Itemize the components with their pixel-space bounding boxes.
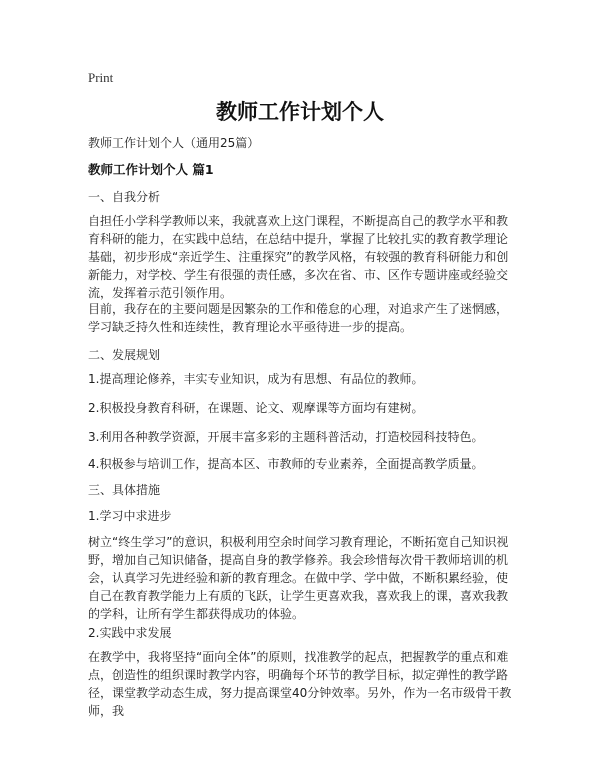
plan-item: 1.提高理论修养，丰实专业知识，成为有思想、有品位的教师。 [88, 372, 424, 386]
document-subtitle: 教师工作计划个人（通用25篇） [88, 136, 260, 150]
paragraph-practice: 在教学中，我将坚持“面向全体”的原则，找准教学的起点，把握教学的重点和难点，创造性的组织课时教学内容，明确每个环节的教学目标，拟定弹性的教学路径，课堂教学动态生成，努力提高课堂40分钟效率。另外，作为一名市级骨干教师，我 [88, 650, 512, 718]
plan-item: 2.积极投身教育科研，在课题、论文、观摩课等方面均有建树。 [88, 401, 424, 415]
paragraph-learning: 树立“终生学习”的意识，积极利用空余时间学习教育理论，不断拓宽自己知识视野，增加自己知识储备，提高自身的教学修养。我会珍惜每次骨干教师培训的机会，认真学习先进经验和新的教育理念。在做中学、学中做，不断积累经验，使自己在教育教学能力上有质的飞跃，让学生更喜欢我，喜欢我上的课，喜欢我教的学科，让所有学生都获得成功的体验。 [88, 535, 509, 621]
print-link[interactable]: Print [88, 70, 114, 85]
subheading-practice: 2.实践中求发展 [88, 626, 172, 640]
heading-specific-measures: 三、具体措施 [88, 483, 161, 497]
subheading-learning: 1.学习中求进步 [88, 509, 172, 523]
paragraph-self-analysis: 自担任小学科学教师以来，我就喜欢上这门课程，不断提高自己的教学水平和教育科研的能力，在实践中总结，在总结中提升，掌握了比较扎实的教育教学理论基础，初步形成“亲近学生、注重探究”的教学风格，有较强的教育科研能力和创新能力，对学校、学生有很强的责任感，多次在省、市、区作专题讲座或经验交流，发挥着示范引领作用。 [88, 214, 509, 300]
heading-self-analysis: 一、自我分析 [88, 190, 161, 204]
plan-item: 3.利用各种教学资源，开展丰富多彩的主题科普活动，打造校园科技特色。 [88, 430, 484, 444]
section-title: 教师工作计划个人 篇1 [88, 162, 214, 177]
page-title: 教师工作计划个人 [216, 100, 384, 124]
plan-item: 4.积极参与培训工作，提高本区、市教师的专业素养，全面提高教学质量。 [88, 457, 484, 471]
paragraph-current-issues: 目前，我存在的主要问题是因繁杂的工作和倦怠的心理，对追求产生了迷惘感，学习缺乏持久性和连续性，教育理论水平亟待进一步的提高。 [88, 302, 509, 334]
heading-development-plan: 二、发展规划 [88, 348, 161, 362]
